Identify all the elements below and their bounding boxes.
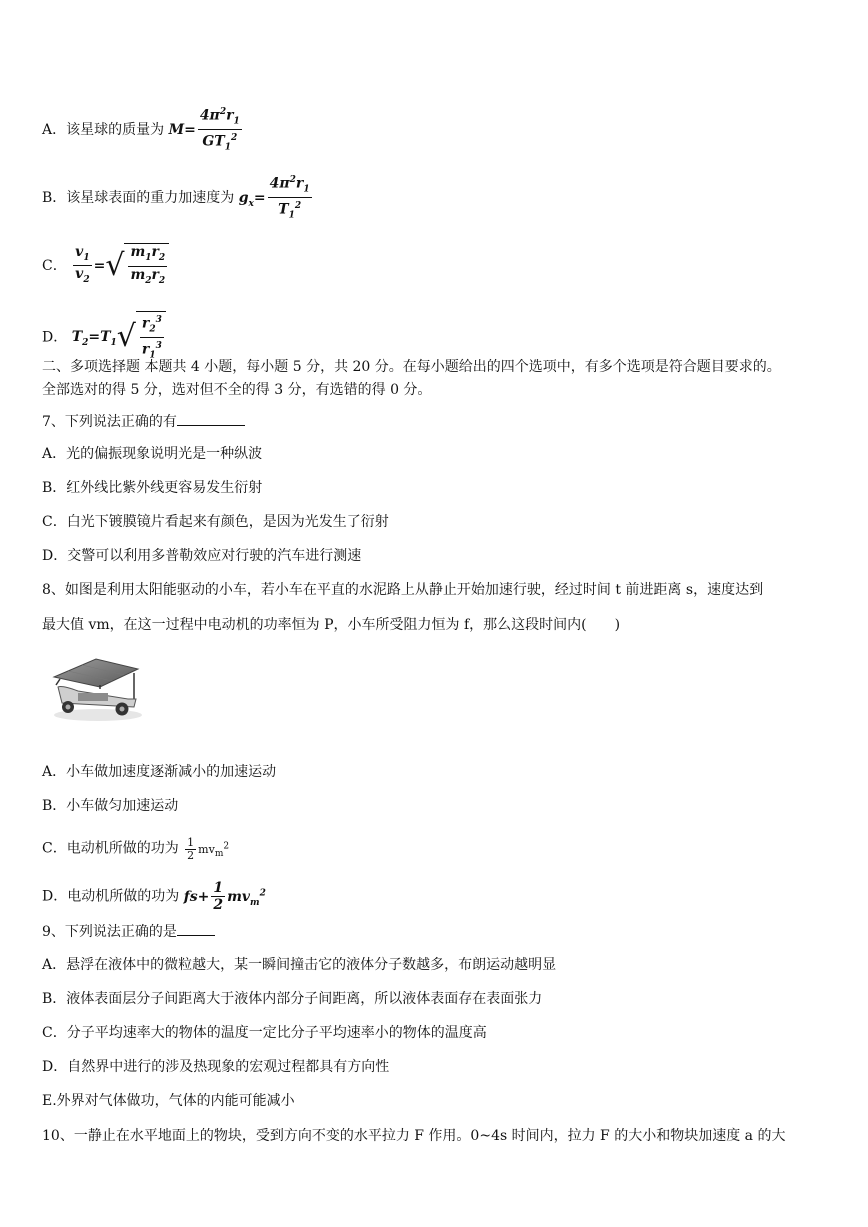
q7-option-a: A．光的偏振现象说明光是一种纵波 <box>42 446 263 462</box>
q10-stem: 10、一静止在水平地面上的物块，受到方向不变的水平拉力 F 作用。0~4s 时间内，拉力 F 的大小和物块加速度 a 的大 <box>42 1128 786 1144</box>
option-b-text: 该星球表面的重力加速度为 <box>66 189 235 206</box>
q7-option-b: B．红外线比紫外线更容易发生衍射 <box>42 480 263 496</box>
q6-option-c <box>42 243 838 289</box>
formula-work-c: $\frac{1}{2}$ $mv_m^2$ <box>187 836 230 863</box>
formula-mass: M= $\frac{4\pi^2r_1}{GT_1^2}$ <box>169 122 244 138</box>
q9-option-c: C．分子平均速率大的物体的温度一定比分子平均速率小的物体的温度高 <box>42 1025 487 1041</box>
option-a-label: A． <box>42 121 67 138</box>
q8-stem-line2: 最大值 vm，在这一过程中电动机的功率恒为 P，小车所受阻力恒为 f，那么这段时间内( ) <box>42 617 621 633</box>
option-c-label: C． <box>42 257 67 274</box>
q8-option-d <box>42 880 838 913</box>
q8-option-a: A．小车做加速度逐渐减小的加速运动 <box>42 764 277 780</box>
q8-option-c-text: C．电动机所做的功为 <box>42 840 179 857</box>
q6-option-b <box>42 172 838 224</box>
q9-option-b: B．液体表面层分子间距离大于液体内部分子间距离，所以液体表面存在表面张力 <box>42 991 543 1007</box>
q8-option-b: B．小车做匀加速运动 <box>42 798 179 814</box>
q8-option-c <box>42 836 838 864</box>
q6-option-d <box>42 311 838 364</box>
q7-stem-text: 7、下列说法正确的有 <box>42 414 177 430</box>
q9-option-d: D．自然界中进行的涉及热现象的宏观过程都具有方向性 <box>42 1059 390 1075</box>
formula-period: $T_2=T_1$ √ $\frac{r_2^3}{r_1^3}$ <box>72 329 166 345</box>
q9-stem <box>42 921 838 942</box>
q9-option-e: E.外界对气体做功，气体的内能可能减小 <box>42 1093 295 1109</box>
q9-stem-text: 9、下列说法正确的是 <box>42 924 177 940</box>
section2-header-line2: 全部选对的得 5 分，选对但不全的得 3 分，有选错的得 0 分。 <box>42 382 432 398</box>
section2-header-line1: 二、多项选择题 本题共 4 小题，每小题 5 分，共 20 分。在每小题给出的四个选项中，有多个选项是符合题目要求的。 <box>42 359 781 375</box>
formula-work-d: fs+ $\frac{1}{2}$ $mv_m^2$ <box>183 880 266 913</box>
answer-blank <box>177 411 245 426</box>
formula-velocity-ratio: $\frac{v_1}{v_2}$ = √ $\frac{m_1r_2}{m_2r_2}$ <box>71 258 169 274</box>
answer-blank <box>177 921 215 936</box>
q7-option-c: C．白光下镀膜镜片看起来有颜色，是因为光发生了衍射 <box>42 514 389 530</box>
q7-stem <box>42 411 838 432</box>
option-a-text: 该星球的质量为 <box>66 121 165 138</box>
q6-option-a <box>42 104 838 156</box>
q8-stem-line1: 8、如图是利用太阳能驱动的小车，若小车在平直的水泥路上从静止开始加速行驶，经过时间 t 前进距离 s，速度达到 <box>42 582 764 598</box>
option-b-label: B． <box>42 189 67 206</box>
option-d-label: D． <box>42 329 68 346</box>
q8-option-d-text: D．电动机所做的功为 <box>42 888 180 905</box>
formula-gravity: $g_x=$ $\frac{4\pi^2r_1}{T_1^2}$ <box>239 190 314 206</box>
q9-option-a: A．悬浮在液体中的微粒越大，某一瞬间撞击它的液体分子数越多，布朗运动越明显 <box>42 957 557 973</box>
solar-car-image <box>48 655 144 723</box>
q7-option-d: D．交警可以利用多普勒效应对行驶的汽车进行测速 <box>42 548 362 564</box>
